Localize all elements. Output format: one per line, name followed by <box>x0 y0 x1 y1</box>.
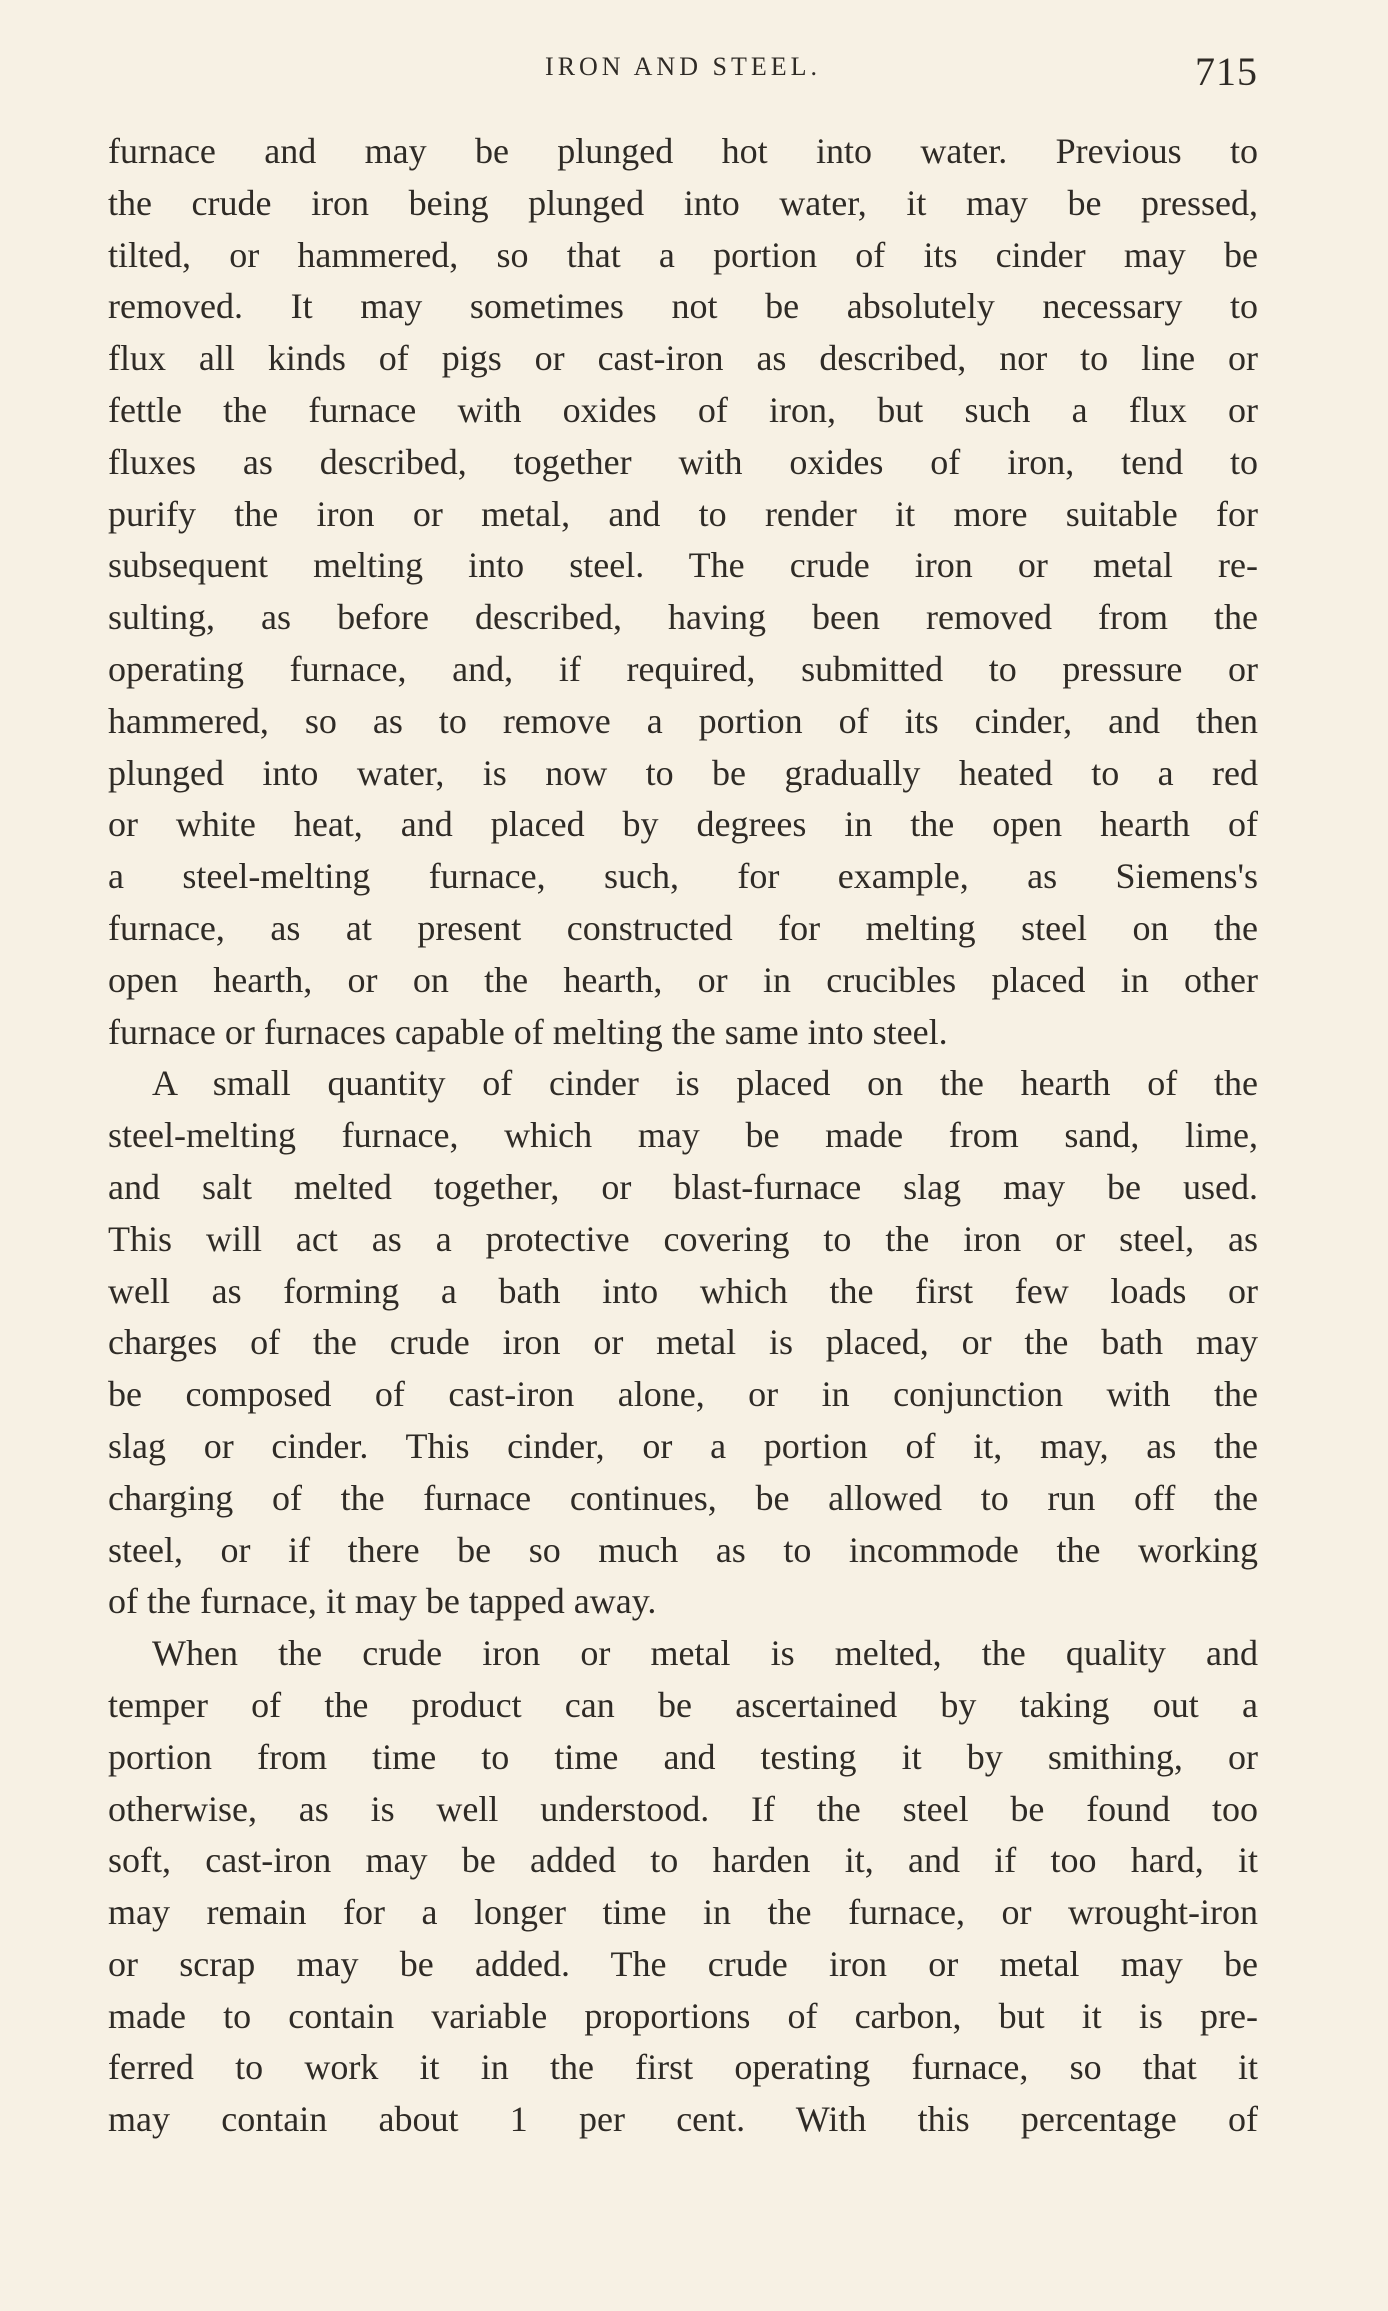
text-line: a steel-melting furnace, such, for example, as Siemens's <box>108 856 1258 897</box>
text-line: removed. It may sometimes not be absolutely necessary to <box>108 286 1258 327</box>
text-line: When the crude iron or metal is melted, the quality and <box>152 1633 1258 1674</box>
text-line: furnace and may be plunged hot into water. Previous to <box>108 131 1258 171</box>
text-line: charges of the crude iron or metal is placed, or the bath may <box>108 1322 1258 1363</box>
text-line: open hearth, or on the hearth, or in crucibles placed in other <box>108 959 1258 1000</box>
text-line: or scrap may be added. The crude iron or metal may be <box>108 1943 1258 1984</box>
text-line: tilted, or hammered, so that a portion of its cinder may be <box>108 234 1258 275</box>
paragraph-2 <box>108 1058 1258 1628</box>
text-line: steel-melting furnace, which may be made from sand, lime, <box>108 1115 1258 1156</box>
body-text <box>108 126 1258 2146</box>
text-line: otherwise, as is well understood. If the steel be found too <box>108 1788 1258 1829</box>
text-line: hammered, so as to remove a portion of its cinder, and then <box>108 700 1258 741</box>
text-line: furnace, as at present constructed for melting steel on the <box>108 907 1258 948</box>
text-line: flux all kinds of pigs or cast-iron as described, nor to line or <box>108 338 1258 379</box>
paragraph-3 <box>108 1628 1258 2146</box>
text-line: fettle the furnace with oxides of iron, but such a flux or <box>108 389 1258 430</box>
text-line: may remain for a longer time in the furnace, or wrought-iron <box>108 1892 1258 1933</box>
text-line: be composed of cast-iron alone, or in conjunction with the <box>108 1374 1258 1415</box>
text-line: sulting, as before described, having been removed from the <box>108 597 1258 638</box>
text-line: well as forming a bath into which the first few loads or <box>108 1270 1258 1311</box>
text-line: soft, cast-iron may be added to harden it, and if too hard, it <box>108 1840 1258 1881</box>
text-line: ferred to work it in the first operating furnace, so that it <box>108 2047 1258 2088</box>
text-line: slag or cinder. This cinder, or a portion of it, may, as the <box>108 1425 1258 1466</box>
text-line: subsequent melting into steel. The crude iron or metal re- <box>108 545 1258 586</box>
text-line: and salt melted together, or blast-furnace slag may be used. <box>108 1166 1258 1207</box>
text-line: operating furnace, and, if required, submitted to pressure or <box>108 648 1258 689</box>
paragraph-1 <box>108 126 1258 1058</box>
text-line: or white heat, and placed by degrees in the open hearth of <box>108 804 1258 845</box>
running-head <box>108 48 1258 98</box>
text-line: fluxes as described, together with oxides of iron, tend to <box>108 441 1258 482</box>
text-line: A small quantity of cinder is placed on the hearth of the <box>152 1063 1258 1104</box>
running-head-title: IRON AND STEEL. <box>545 52 821 81</box>
text-line: of the furnace, it may be tapped away. <box>108 1581 657 1622</box>
text-line: may contain about 1 per cent. With this percentage of <box>108 2099 1258 2140</box>
text-line: the crude iron being plunged into water, it may be pressed, <box>108 182 1258 223</box>
text-line: charging of the furnace continues, be allowed to run off the <box>108 1477 1258 1518</box>
text-line: made to contain variable proportions of carbon, but it is pre- <box>108 1995 1258 2036</box>
text-line: steel, or if there be so much as to incommode the working <box>108 1529 1258 1570</box>
text-line: portion from time to time and testing it by smithing, or <box>108 1736 1258 1777</box>
text-line: temper of the product can be ascertained by taking out a <box>108 1684 1258 1725</box>
page-number: 715 <box>1195 49 1258 94</box>
text-line: plunged into water, is now to be gradually heated to a red <box>108 752 1258 793</box>
text-line: This will act as a protective covering to the iron or steel, as <box>108 1218 1258 1259</box>
text-line: furnace or furnaces capable of melting the same into steel. <box>108 1011 948 1052</box>
text-line: purify the iron or metal, and to render it more suitable for <box>108 493 1258 534</box>
